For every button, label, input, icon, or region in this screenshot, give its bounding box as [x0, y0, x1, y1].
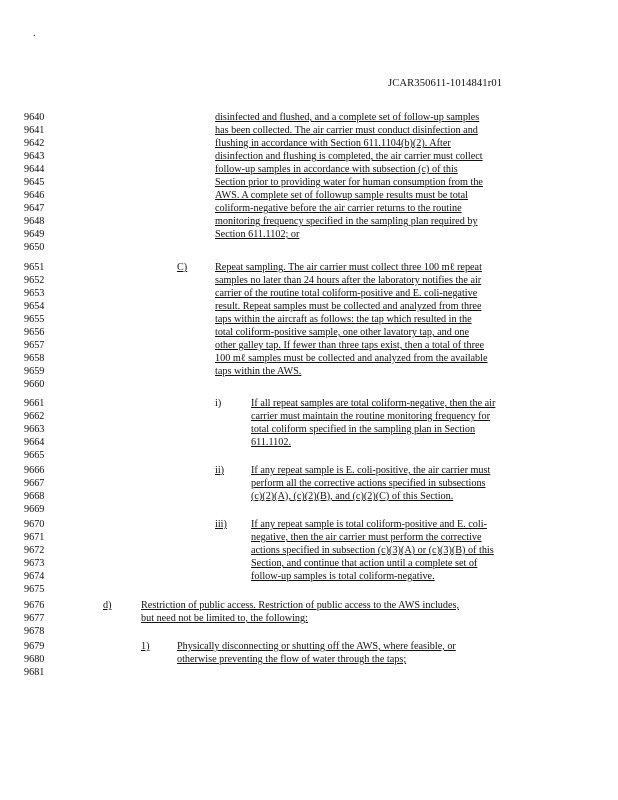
line-number: 9643 — [24, 151, 45, 162]
text-line: taps within the AWS. — [215, 366, 302, 377]
text-line: AWS. A complete set of followup sample results must be total — [215, 190, 468, 201]
text-line: Restriction of public access. Restriction of public access to the AWS includes, — [141, 600, 460, 611]
line-number: 9662 — [24, 411, 45, 422]
line-number: 9672 — [24, 545, 45, 556]
line-number: 9647 — [24, 203, 45, 214]
line-number: 9671 — [24, 532, 45, 543]
text-line: monitoring frequency specified in the sampling plan required by — [215, 216, 478, 227]
text-line: flushing in accordance with Section 611.1104(b)(2). After — [215, 138, 451, 149]
line-number: 9674 — [24, 571, 45, 582]
text-line: Section, and continue that action until a complete set of — [251, 558, 478, 569]
line-number: 9677 — [24, 613, 45, 624]
text-line: disinfected and flushed, and a complete set of follow-up samples — [215, 112, 480, 123]
paragraph-label: ii) — [215, 465, 225, 476]
line-number: 9652 — [24, 275, 45, 286]
line-number: 9669 — [24, 504, 45, 515]
line-number: 9641 — [24, 125, 45, 136]
line-number: 9668 — [24, 491, 45, 502]
text-line: samples no later than 24 hours after the laboratory notifies the air — [215, 275, 482, 286]
line-number: 9658 — [24, 353, 45, 364]
line-number: 9664 — [24, 437, 45, 448]
line-number: 9659 — [24, 366, 45, 377]
line-number: 9650 — [24, 242, 45, 253]
text-line: Section 611.1102; or — [215, 229, 300, 240]
line-number: 9642 — [24, 138, 45, 149]
text-line: but need not be limited to, the following: — [141, 613, 308, 624]
line-number: 9646 — [24, 190, 45, 201]
line-number: 9640 — [24, 112, 45, 123]
line-number: 9679 — [24, 641, 45, 652]
line-number: 9661 — [24, 398, 45, 409]
paragraph-label: i) — [215, 398, 222, 409]
text-line: If any repeat sample is total coliform-positive and E. coli- — [251, 519, 487, 530]
text-line: result. Repeat samples must be collected and analyzed from three — [215, 301, 482, 312]
line-number: 9656 — [24, 327, 45, 338]
line-number: 9645 — [24, 177, 45, 188]
paragraph-label: C) — [177, 262, 188, 273]
text-line: If any repeat sample is E. coli-positive, the air carrier must — [251, 465, 491, 476]
line-number: 9660 — [24, 379, 45, 390]
text-line: Repeat sampling. The air carrier must collect three 100 mℓ repeat — [215, 262, 482, 273]
paragraph-label: 1) — [141, 641, 150, 652]
line-number: 9681 — [24, 667, 45, 678]
line-number: 9666 — [24, 465, 45, 476]
paragraph-label: d) — [103, 600, 112, 611]
line-number: 9680 — [24, 654, 45, 665]
text-line: negative, then the air carrier must perform the corrective — [251, 532, 482, 543]
text-line: follow-up samples is total coliform-negative. — [251, 571, 435, 582]
text-line: other galley tap. If fewer than three taps exist, then a total of three — [215, 340, 485, 351]
text-line: actions specified in subsection (c)(3)(A) or (c)(3)(B) of this — [251, 545, 494, 556]
text-line: total coliform-positive sample, one other lavatory tap, and one — [215, 327, 470, 338]
text-line: taps within the aircraft as follows: the tap which resulted in the — [215, 314, 472, 325]
paragraph-label: iii) — [215, 519, 227, 530]
line-number: 9673 — [24, 558, 45, 569]
line-number: 9653 — [24, 288, 45, 299]
line-number: 9667 — [24, 478, 45, 489]
line-number: 9655 — [24, 314, 45, 325]
text-line: carrier must maintain the routine monitoring frequency for — [251, 411, 491, 422]
line-number: 9678 — [24, 626, 45, 637]
text-line: disinfection and flushing is completed, the air carrier must collect — [215, 151, 483, 162]
line-number: 9649 — [24, 229, 45, 240]
text-line: Section prior to providing water for human consumption from the — [215, 177, 483, 188]
text-line: 611.1102. — [251, 437, 291, 448]
text-line: 100 mℓ samples must be collected and analyzed from the available — [215, 353, 488, 364]
line-number: 9654 — [24, 301, 45, 312]
page-mark: . — [33, 28, 36, 39]
text-line: total coliform specified in the sampling plan in Section — [251, 424, 476, 435]
text-line: has been collected. The air carrier must conduct disinfection and — [215, 125, 478, 136]
line-number: 9676 — [24, 600, 45, 611]
line-number: 9665 — [24, 450, 45, 461]
line-number: 9675 — [24, 584, 45, 595]
document-header-code: JCAR350611-1014841r01 — [388, 78, 503, 89]
text-line: perform all the corrective actions specified in subsections — [251, 478, 486, 489]
text-line: follow-up samples in accordance with subsection (c) of this — [215, 164, 458, 175]
line-number: 9644 — [24, 164, 45, 175]
text-line: (c)(2)(A), (c)(2)(B), and (c)(2)(C) of this Section. — [251, 491, 454, 502]
line-number: 9670 — [24, 519, 45, 530]
text-line: If all repeat samples are total coliform-negative, then the air — [251, 398, 496, 409]
text-line: otherwise preventing the flow of water through the taps; — [177, 654, 407, 665]
line-number: 9657 — [24, 340, 45, 351]
line-number: 9663 — [24, 424, 45, 435]
text-line: carrier of the routine total coliform-positive and E. coli-negative — [215, 288, 478, 299]
text-line: Physically disconnecting or shutting off the AWS, where feasible, or — [177, 641, 456, 652]
line-number: 9651 — [24, 262, 45, 273]
text-line: coliform-negative before the air carrier returns to the routine — [215, 203, 462, 214]
line-number: 9648 — [24, 216, 45, 227]
